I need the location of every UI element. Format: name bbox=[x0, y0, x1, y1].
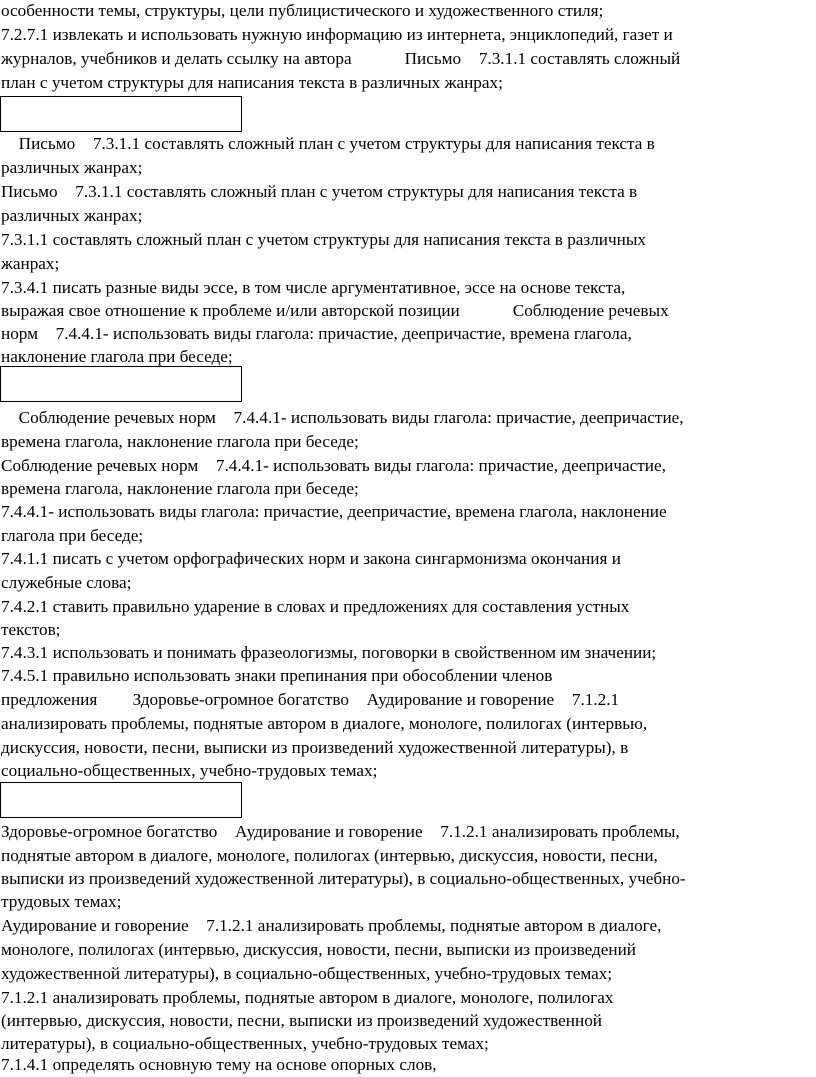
text-line: предложения Здоровье-огромное богатство Аудирование и говорение 7.1.2.1 bbox=[1, 690, 562, 709]
text-line: 7.1.4.1 определять основную тему на основе опорных слов, bbox=[1, 1055, 437, 1074]
text-line: трудовых темах; bbox=[1, 892, 122, 911]
text-line: 7.4.3.1 использовать и понимать фразеологизмы, поговорки в свойственном им значении; bbox=[1, 643, 657, 662]
text-line: Соблюдение речевых норм 7.4.4.1- использовать виды глагола: причастие, деепричастие, bbox=[1, 408, 653, 427]
text-line: социально-общественных, учебно-трудовых темах; bbox=[1, 761, 378, 780]
text-line: времена глагола, наклонение глагола при беседе; bbox=[1, 479, 359, 498]
text-line: Здоровье-огромное богатство Аудирование и говорение 7.1.2.1 анализировать проблемы, bbox=[1, 822, 653, 841]
text-line: 7.2.7.1 извлекать и использовать нужную информацию из интернета, энциклопедий, газет и bbox=[1, 25, 673, 44]
text-line: норм 7.4.4.1- использовать виды глагола: причастие, деепричастие, времена глагола, bbox=[1, 324, 619, 343]
text-line: наклонение глагола при беседе; bbox=[1, 347, 233, 366]
text-line: журналов, учебников и делать ссылку на автора Письмо 7.3.1.1 составлять сложный bbox=[1, 49, 619, 68]
text-line: времена глагола, наклонение глагола при беседе; bbox=[1, 432, 359, 451]
text-line: текстов; bbox=[1, 620, 61, 639]
text-line: план с учетом структуры для написания текста в различных жанрах; bbox=[1, 73, 503, 92]
text-line: глагола при беседе; bbox=[1, 526, 144, 545]
text-line: различных жанрах; bbox=[1, 206, 143, 225]
text-line: служебные слова; bbox=[1, 573, 132, 592]
text-line: 7.4.2.1 ставить правильно ударение в словах и предложениях для составления устных bbox=[1, 597, 630, 616]
text-line: 7.3.1.1 составлять сложный план с учетом структуры для написания текста в различных bbox=[1, 230, 646, 249]
text-line: Письмо 7.3.1.1 составлять сложный план с учетом структуры для написания текста в bbox=[1, 134, 624, 153]
text-line: 7.4.5.1 правильно использовать знаки препинания при обособлении членов bbox=[1, 666, 553, 685]
text-line: Аудирование и говорение 7.1.2.1 анализировать проблемы, поднятые автором в диалоге, bbox=[1, 916, 649, 935]
text-line: различных жанрах; bbox=[1, 158, 143, 177]
text-line: монологе, полилогах (интервью, дискуссия, новости, песни, выписки из произведений bbox=[1, 940, 636, 959]
text-line: анализировать проблемы, поднятые автором в диалоге, монологе, полилогах (интервью, bbox=[1, 714, 648, 733]
text-line: Письмо 7.3.1.1 составлять сложный план с учетом структуры для написания текста в bbox=[1, 182, 624, 201]
text-line: поднятые автором в диалоге, монологе, полилогах (интервью, дискуссия, новости, песни, bbox=[1, 846, 658, 865]
text-line: дискуссия, новости, песни, выписки из произведений художественной литературы), в bbox=[1, 738, 629, 757]
text-line: особенности темы, структуры, цели публицистического и художественного стиля; bbox=[1, 1, 604, 20]
text-line: художественной литературы), в социально-общественных, учебно-трудовых темах; bbox=[1, 964, 613, 983]
text-line: жанрах; bbox=[1, 254, 60, 273]
empty-frame bbox=[0, 782, 242, 818]
text-line: (интервью, дискуссия, новости, песни, выписки из произведений художественной bbox=[1, 1011, 602, 1030]
text-line: литературы), в социально-общественных, учебно-трудовых темах; bbox=[1, 1034, 489, 1053]
text-line: 7.3.4.1 писать разные виды эссе, в том числе аргументативное, эссе на основе текста, bbox=[1, 278, 626, 297]
text-line: выписки из произведений художественной литературы), в социально-общественных, учебно- bbox=[1, 869, 686, 888]
text-line: Соблюдение речевых норм 7.4.4.1- использовать виды глагола: причастие, деепричастие, bbox=[1, 456, 653, 475]
empty-frame bbox=[0, 366, 242, 402]
text-line: выражая свое отношение к проблеме и/или авторской позиции Соблюдение речевых bbox=[1, 301, 620, 320]
text-line: 7.1.2.1 анализировать проблемы, поднятые автором в диалоге, монологе, полилогах bbox=[1, 988, 614, 1007]
text-line: 7.4.1.1 писать с учетом орфографических норм и закона сингармонизма окончания и bbox=[1, 549, 621, 568]
text-line: 7.4.4.1- использовать виды глагола: причастие, деепричастие, времена глагола, наклонение bbox=[1, 502, 667, 521]
empty-frame bbox=[0, 96, 242, 132]
